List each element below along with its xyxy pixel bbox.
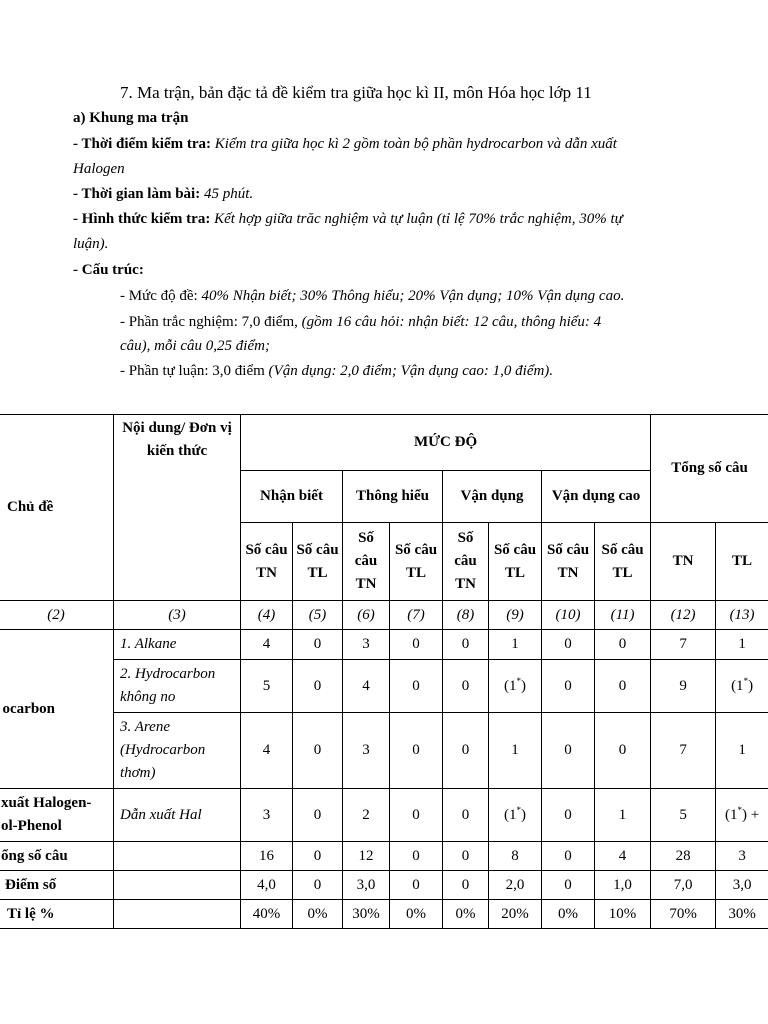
format-line: - Hình thức kiểm tra: Kết hợp giữa trăc nghiệm và tự luận (tỉ lệ 70% trắc nghiệm, 30% tự	[73, 211, 623, 227]
value-cell: 0	[443, 789, 489, 842]
time-point-line-2: Halogen	[73, 161, 125, 177]
col-num: (7)	[390, 601, 443, 630]
content-cell: 2. Hydrocarbon không no	[114, 660, 241, 713]
col-num: (11)	[595, 601, 651, 630]
value-cell: 12	[343, 842, 390, 871]
mc-line: - Phần trắc nghiệm: 7,0 điểm, (gồm 16 câu hỏi: nhận biết: 12 câu, thông hiểu: 4	[120, 314, 602, 330]
header-total: Tổng số câu	[651, 415, 768, 523]
value-cell: 0	[443, 713, 489, 789]
value-cell: 30%	[343, 900, 390, 929]
ratio-row	[0, 900, 768, 929]
table-row	[0, 713, 768, 789]
value-cell: 70%	[651, 900, 716, 929]
value-cell: 0	[390, 789, 443, 842]
value-cell: 40%	[241, 900, 293, 929]
value-cell: 3	[343, 713, 390, 789]
level-line: - Mức độ đề: 40% Nhận biết; 30% Thông hiểu; 20% Vận dụng; 10% Vận dụng cao.	[120, 288, 625, 304]
table-row	[0, 789, 768, 842]
content-cell: Dẫn xuất Hal	[114, 789, 241, 842]
value-cell: 0	[390, 842, 443, 871]
value-cell: (1*) +	[716, 789, 768, 842]
duration-line: - Thời gian làm bài: 45 phút.	[73, 186, 254, 202]
col-num: (3)	[114, 601, 241, 630]
value-cell: 0	[390, 713, 443, 789]
col-num: (8)	[443, 601, 489, 630]
sub-header-tl: Số câu TL	[489, 523, 542, 601]
asterisk-mark: *	[516, 675, 521, 686]
value-cell: 0	[443, 630, 489, 660]
value-cell: 3,0	[716, 871, 768, 900]
empty-cell	[114, 842, 241, 871]
value-cell: 2	[343, 789, 390, 842]
value-cell: 0	[293, 630, 343, 660]
col-num: (5)	[293, 601, 343, 630]
sub-header-tn: Số câu TN	[343, 523, 390, 601]
time-point-line: - Thời điểm kiểm tra: Kiểm tra giữa học kì 2 gồm toàn bộ phần hydrocarbon và dẫn xuất	[73, 136, 617, 152]
ratio-label: Tỉ lệ %	[0, 900, 114, 929]
sub-header-tn: Số câu TN	[241, 523, 293, 601]
value-cell: 3	[343, 630, 390, 660]
value-cell: 16	[241, 842, 293, 871]
asterisk-mark: *	[743, 675, 749, 686]
value-cell: (1*)	[716, 660, 768, 713]
total-header-tn: TN	[651, 523, 716, 601]
empty-cell	[114, 900, 241, 929]
header-level-apply: Vận dụng	[443, 471, 542, 523]
col-num: (12)	[651, 601, 716, 630]
value-cell: 4	[343, 660, 390, 713]
topic-cell-1: ocarbon	[0, 630, 114, 789]
col-num: (6)	[343, 601, 390, 630]
value-cell: 10%	[595, 900, 651, 929]
value-cell: 2,0	[489, 871, 542, 900]
value-cell: 7	[651, 630, 716, 660]
table-row	[0, 660, 768, 713]
sub-header-tl: Số câu TL	[390, 523, 443, 601]
sub-header-tl: Số câu TL	[293, 523, 343, 601]
value-cell: 0%	[443, 900, 489, 929]
value-cell: 0	[542, 789, 595, 842]
sum-row	[0, 842, 768, 871]
value-cell: (1*)	[489, 660, 542, 713]
value-cell: 28	[651, 842, 716, 871]
score-row	[0, 871, 768, 900]
value-cell: 0	[542, 842, 595, 871]
value-cell: 0	[595, 713, 651, 789]
value-cell: 4	[241, 630, 293, 660]
header-level: MỨC ĐỘ	[241, 415, 651, 471]
col-num: (13)	[716, 601, 768, 630]
value-cell: 1	[716, 713, 768, 789]
value-cell: 0%	[390, 900, 443, 929]
format-line-2: luận).	[73, 236, 109, 252]
col-num: (9)	[489, 601, 542, 630]
table-row	[0, 630, 768, 660]
value-cell: 20%	[489, 900, 542, 929]
value-cell: 0	[542, 871, 595, 900]
value-cell: 7	[651, 713, 716, 789]
value-cell: 4,0	[241, 871, 293, 900]
topic-cell-2: xuất Halogen- ol-Phenol	[0, 789, 114, 842]
header-content: Nội dung/ Đơn vị kiến thức	[114, 415, 241, 601]
score-label: Điểm số	[0, 871, 114, 900]
content-cell: 1. Alkane	[114, 630, 241, 660]
value-cell: 0%	[293, 900, 343, 929]
value-cell: 0	[443, 660, 489, 713]
total-header-tl: TL	[716, 523, 768, 601]
value-cell: 0	[293, 842, 343, 871]
value-cell: 0%	[542, 900, 595, 929]
value-cell: 7,0	[651, 871, 716, 900]
value-cell: 0	[293, 789, 343, 842]
value-cell: 5	[241, 660, 293, 713]
value-cell: 0	[390, 660, 443, 713]
value-cell: 0	[595, 630, 651, 660]
col-num: (4)	[241, 601, 293, 630]
value-cell: 30%	[716, 900, 768, 929]
value-cell: 0	[293, 660, 343, 713]
content-cell: 3. Arene (Hydrocarbon thơm)	[114, 713, 241, 789]
sub-header-tn: Số câu TN	[542, 523, 595, 601]
value-cell: 0	[542, 713, 595, 789]
asterisk-mark: *	[516, 804, 521, 815]
value-cell: 0	[390, 871, 443, 900]
value-cell: 0	[595, 660, 651, 713]
sub-header-tn: Số câu TN	[443, 523, 489, 601]
structure-line: - Cấu trúc:	[73, 262, 144, 278]
value-cell: 8	[489, 842, 542, 871]
value-cell: 4	[595, 842, 651, 871]
value-cell: 5	[651, 789, 716, 842]
value-cell: 0	[542, 660, 595, 713]
section-heading: a) Khung ma trận	[73, 110, 189, 126]
value-cell: 3,0	[343, 871, 390, 900]
col-num: (10)	[542, 601, 595, 630]
value-cell: 0	[542, 630, 595, 660]
header-level-recognize: Nhận biết	[241, 471, 343, 523]
value-cell: 3	[241, 789, 293, 842]
mc-line-2: câu), mỗi câu 0,25 điểm;	[120, 338, 270, 354]
value-cell: 1	[716, 630, 768, 660]
asterisk-mark: *	[737, 804, 742, 815]
column-number-row	[0, 601, 768, 630]
header-level-understand: Thông hiểu	[343, 471, 443, 523]
essay-line: - Phần tự luận: 3,0 điểm (Vận dụng: 2,0 điểm; Vận dụng cao: 1,0 điểm).	[120, 363, 554, 379]
value-cell: 0	[293, 713, 343, 789]
page-title: 7. Ma trận, bản đặc tả đề kiểm tra giữa học kì II, môn Hóa học lớp 11	[120, 83, 592, 102]
value-cell: 0	[443, 842, 489, 871]
matrix-table	[0, 414, 768, 929]
value-cell: 4	[241, 713, 293, 789]
value-cell: 1	[489, 630, 542, 660]
header-level-apply-high: Vận dụng cao	[542, 471, 651, 523]
value-cell: 0	[293, 871, 343, 900]
value-cell: 3	[716, 842, 768, 871]
value-cell: 9	[651, 660, 716, 713]
sub-header-tl: Số câu TL	[595, 523, 651, 601]
value-cell: (1*)	[489, 789, 542, 842]
empty-cell	[114, 871, 241, 900]
value-cell: 1	[489, 713, 542, 789]
header-topic: Chủ đề	[0, 415, 114, 601]
col-num: (2)	[0, 601, 114, 630]
value-cell: 1,0	[595, 871, 651, 900]
sum-label: ổng số câu	[0, 842, 114, 871]
value-cell: 1	[595, 789, 651, 842]
value-cell: 0	[443, 871, 489, 900]
value-cell: 0	[390, 630, 443, 660]
